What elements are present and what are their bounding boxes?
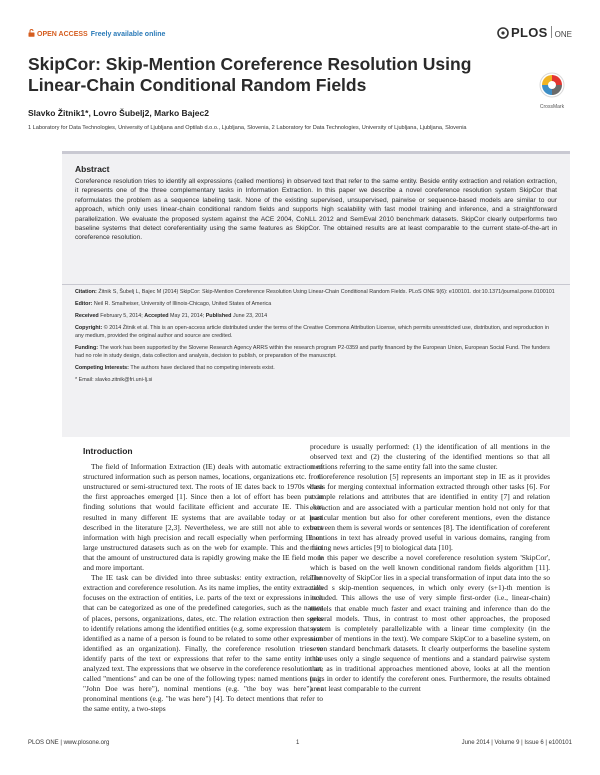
intro-paragraph-5: In this paper we describe a novel coreference resolution system 'SkipCor', which is based on the well known conditional random fields algorithm [11]. The novelty of SkipCor lies in a special transformation of input data into the so called s skip-mention sequences, in which only every (s+1)-th mention is included. This allows the use of very simple first-order (i.e., linear-chain) models that enable much faster and exact training and inference than do the general models. Thus, in contrast to most other approaches, the proposed system is completely parallelizable with a linear time complexity (in the number of mentions in the text). We compare SkipCor to a baseline system, on seven standard benchmark datasets. It clearly outperforms the baseline system that uses only a single sequence of mentions and a standard pairwise system that, as in traditional approaches mentioned above, looks at all the mention pairs in order to identify the coreferent ones. Furthermore, the results obtained are at least comparable to the current bbox=[310, 553, 550, 694]
abstract-divider bbox=[62, 284, 570, 285]
page-number: 1 bbox=[296, 740, 300, 746]
crossmark-label: CrossMark bbox=[539, 104, 565, 110]
body-column-right bbox=[310, 442, 550, 694]
competing-interests bbox=[75, 364, 557, 372]
open-label: OPEN bbox=[37, 31, 57, 38]
citation bbox=[75, 288, 557, 296]
accepted-date: May 21, 2014; bbox=[170, 312, 205, 319]
citation-text: Žitnik S, Šubelj L, Bajec M (2014) SkipCor: Skip-Mention Coreference Resolution Using Linear-Chain Conditional Random Fields. PLoS ONE 9(6): e100101. doi:10.1371/journal.pone.0100101 bbox=[98, 289, 555, 295]
open-access-lock-icon bbox=[28, 29, 35, 37]
footer-journal: PLOS ONE | www.plosone.org bbox=[28, 740, 110, 746]
footer-journal-name: PLOS ONE bbox=[28, 740, 59, 746]
intro-paragraph-4: Coreference resolution [5] represents an important step in IE as it provides basis for merging contextual information extracted through other tasks [6]. For example relations and attributes that are identified in entity [7] and relation extraction and are associated with a particular mention hold not only for that particular mention but also for other coreferent mentions, even the distance between them is several words or sentences [8]. The identification of coreferent mentions in text has already proved useful in various domains, ranging from mining news articles [9] to biological data [10]. bbox=[310, 472, 550, 552]
introduction-heading: Introduction bbox=[83, 446, 133, 456]
intro-paragraph-2: The IE task can be divided into three subtasks: entity extraction, relation extraction and coreference resolution. As its name implies, the entity extraction focuses on the extraction of entities, i.e. parts of the text or expressions in text that can be categorized as one of the predefined categories, such as the names of places, persons, organizations, dates, etc. The relation extraction then seeks to identify relations among the identified entities (e.g. some expression that was identified as a name of a person is found to be related to some other expression identified as an organization). Finally, the coreference resolution tries to identify parts of the text or expressions that refer to the same entity in the analyzed text. The expressions that we observe in the coreference resolution are called "mentions" and can be one of the following types: named mentions (e.g. "John Doe was here"), nominal mentions (e.g. "the boy was here") or pronominal mentions (e.g. "he was here") [4]. To detect mentions that refer to the same entity, a two-steps bbox=[83, 573, 323, 714]
copyright-text: © 2014 Žitnik et al. This is an open-access article distributed under the terms of the Creative Commons Attribution License, which permits unrestricted use, distribution, and reproduction in any medium, provided the original author and source are credited. bbox=[75, 324, 549, 340]
affiliations: 1 Laboratory for Data Technologies, University of Ljubljana and Optilab d.o.o., Ljubljana, Slovenia, 2 Laboratory for Data Technologies, University of Ljubljana, Ljubljana, Slovenia bbox=[28, 125, 467, 131]
corresponding-email[interactable]: * Email: slavko.zitnik@fri.uni-lj.si bbox=[75, 377, 153, 384]
access-label: ACCESS bbox=[58, 31, 88, 38]
dates bbox=[75, 312, 557, 320]
journal-name: PLOS bbox=[511, 25, 548, 40]
crossmark-badge[interactable] bbox=[530, 72, 574, 110]
plos-logo-icon bbox=[497, 27, 509, 39]
open-access-banner bbox=[28, 29, 165, 38]
article-metadata bbox=[75, 288, 557, 388]
footer-issue: June 2014 | Volume 9 | Issue 6 | e100101 bbox=[461, 740, 572, 746]
journal-sub-name: ONE bbox=[554, 30, 572, 39]
copyright-label: Copyright: bbox=[75, 324, 103, 331]
funding bbox=[75, 344, 557, 361]
abstract-box bbox=[62, 151, 570, 437]
competing-label: Competing Interests: bbox=[75, 365, 129, 372]
editor-label: Editor: bbox=[75, 300, 93, 307]
published-label: Published bbox=[205, 312, 232, 319]
intro-paragraph-1: The field of Information Extraction (IE) deals with automatic extraction of structured information such as person names, locations, organizations etc. from unstructured or semi-structured text. The roots of IE dates back to 1970s when the first approaches emerged [1]. Since then a lot of effort has been put in finding solutions that would facilitate efficient and accurate IE. This has resulted in many different IE systems that are available today or at least described in the literature [2,3]. Nevertheless, we are still not able to extract information with high precision and recall especially when performing IE on large unstructured datasets such as on the web for example. This and the fact that the amount of unstructured data is rapidly growing make the IE field more and more important. bbox=[83, 462, 323, 573]
article-title: SkipCor: Skip-Mention Coreference Resolution Using Linear-Chain Conditional Random Fields bbox=[28, 54, 472, 95]
editor-text: Neil R. Smalheiser, University of Illinois-Chicago, United States of America bbox=[93, 300, 272, 307]
crossmark-icon bbox=[539, 72, 565, 98]
funding-label: Funding: bbox=[75, 345, 99, 352]
body-column-left bbox=[83, 446, 323, 714]
abstract-text: Coreference resolution tries to identify all expressions (called mentions) in observed text that refer to the same entity. Beside entity extraction and relation extraction, it represents one of the three complementary tasks in Information Extraction. In this paper we describe a novel coreference resolution system SkipCor that reformulates the problem as a sequence labeling task. None of the existing supervised, unsupervised, pairwise or sequence-based models are similar to our approach, which only uses linear-chain conditional random fields and supports high scalability with fast model training and inference, and a straightforward parallelization. We evaluate the proposed system against the ACE 2004, CoNLL 2012 and SemEval 2010 benchmark datasets. SkipCor clearly outperforms two baseline systems that detect coreferentiality using the same features as SkipCor. The obtained results are at least comparable to the current state-of-the-art in coreference resolution. bbox=[75, 178, 557, 242]
received-date: February 5, 2014; bbox=[100, 312, 143, 319]
intro-paragraph-3: procedure is usually performed: (1) the identification of all mentions in the observed text and (2) the clustering of the identified mentions so that all mentions referring to the same entity fall into the same cluster. bbox=[310, 442, 550, 472]
logo-divider bbox=[551, 26, 552, 38]
editor bbox=[75, 300, 557, 308]
footer-site-link[interactable]: www.plosone.org bbox=[63, 740, 110, 746]
journal-logo[interactable] bbox=[497, 24, 572, 42]
competing-text: The authors have declared that no competing interests exist. bbox=[130, 365, 275, 372]
abstract-heading: Abstract bbox=[75, 164, 110, 174]
freely-available-label: Freely available online bbox=[90, 31, 166, 38]
author-list: Slavko Žitnik1*, Lovro Šubelj2, Marko Bajec2 bbox=[28, 108, 209, 118]
funding-text: The work has been supported by the Slovene Research Agency ARRS within the research program P2-0359 and partly financed by the European Union, European Social Fund. The funders had no role in study design, data collection and analysis, decision to publish, or preparation of the manuscript. bbox=[75, 345, 550, 360]
copyright bbox=[75, 324, 557, 341]
header-bar bbox=[28, 24, 572, 44]
published-date: June 23, 2014 bbox=[232, 312, 268, 319]
received-label: Received bbox=[75, 312, 99, 319]
accepted-label: Accepted bbox=[144, 312, 169, 319]
citation-label: Citation: bbox=[75, 289, 97, 295]
